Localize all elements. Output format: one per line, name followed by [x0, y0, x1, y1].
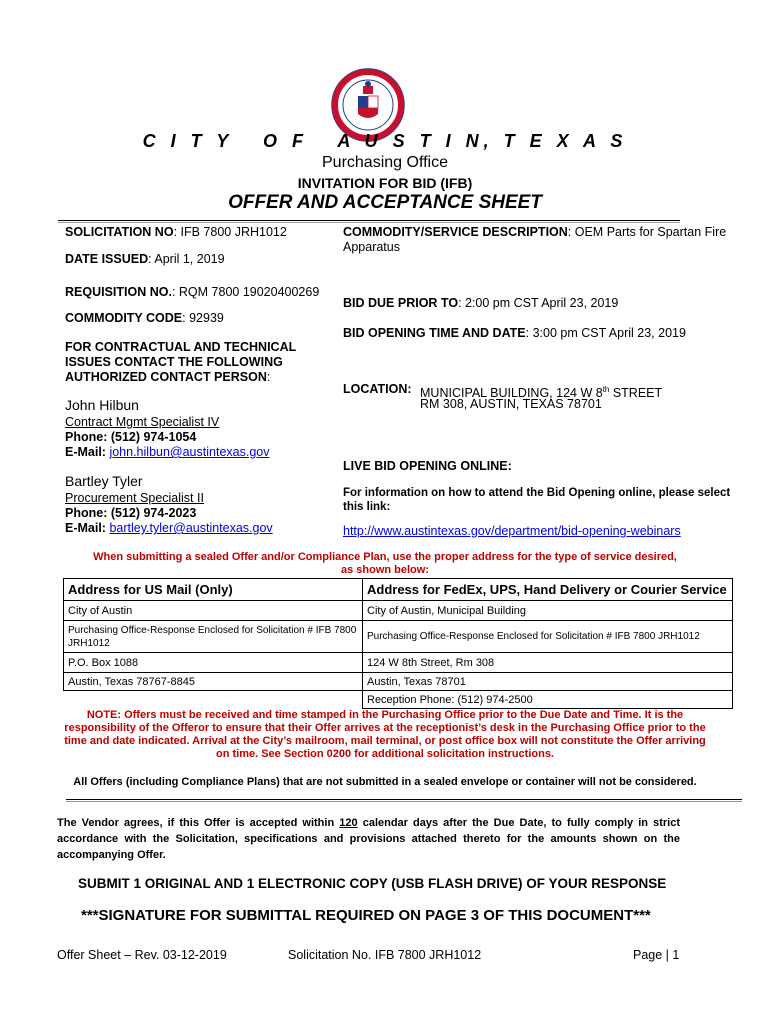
live-bid-info: [343, 486, 743, 514]
contact-title: Procurement Specialist II: [65, 491, 204, 505]
table-cell: 124 W 8th Street, Rm 308: [363, 653, 733, 673]
city-title: C I T Y O F A U S T I N, T E X A S: [142, 131, 628, 151]
page-title: OFFER AND ACCEPTANCE SHEET: [228, 192, 542, 213]
contact-heading: [65, 340, 296, 385]
bid-due: [343, 296, 618, 311]
page-number: Page | 1: [633, 948, 680, 962]
table-cell: City of Austin, Municipal Building: [363, 601, 733, 621]
table-cell: City of Austin: [64, 601, 363, 621]
table-row: [64, 691, 733, 709]
table-row: [64, 653, 733, 673]
table-cell: [64, 691, 363, 709]
date-issued-value: : April 1, 2019: [148, 252, 225, 266]
table-cell: Austin, Texas 78701: [363, 673, 733, 691]
header-divider-secondary: [58, 222, 680, 223]
commodity-description-label: COMMODITY/SERVICE DESCRIPTION: [343, 225, 568, 239]
contact-phone: Phone: (512) 974-2023: [65, 506, 197, 520]
table-row: [64, 601, 733, 621]
table-cell: Austin, Texas 78767-8845: [64, 673, 363, 691]
commodity-description-value: : OEM Parts for Spartan Fire: [567, 225, 727, 239]
contact-person: [65, 473, 273, 536]
bid-opening-value: : 3:00 pm CST April 23, 2019: [525, 326, 686, 340]
requisition-value: : RQM 7800 19020400269: [171, 285, 320, 299]
bid-due-label: BID DUE PRIOR TO: [343, 296, 459, 310]
note-line: NOTE: Offers must be received and time stamped in the Purchasing Office prior to the Due Date and Time. It is the: [86, 709, 684, 721]
table-cell: P.O. Box 1088: [64, 653, 363, 673]
table-cell: Purchasing Office-Response Enclosed for Solicitation # IFB 7800 JRH1012: [363, 621, 733, 653]
section-divider: [66, 799, 742, 800]
commodity-code: [65, 311, 224, 326]
location-label: LOCATION:: [343, 382, 412, 396]
footer-solicitation: Solicitation No. IFB 7800 JRH1012: [288, 948, 482, 962]
requisition-label: REQUISITION NO.: [65, 285, 172, 299]
column-header-courier: Address for FedEx, UPS, Hand Delivery or Courier Service: [363, 579, 733, 601]
live-bid-info-line: this link:: [343, 501, 391, 513]
acceptance-days: 120: [339, 817, 358, 829]
location-line2: RM 308, AUSTIN, TEXAS 78701: [420, 397, 602, 411]
submission-note: [0, 709, 770, 761]
location: [343, 382, 743, 412]
live-bid-heading: LIVE BID OPENING ONLINE:: [343, 459, 512, 473]
contact-heading-line: AUTHORIZED CONTACT PERSON: [65, 370, 267, 384]
submission-requirement: SUBMIT 1 ORIGINAL AND 1 ELECTRONIC COPY (USB FLASH DRIVE) OF YOUR RESPONSE: [78, 876, 667, 891]
bid-opening-label: BID OPENING TIME AND DATE: [343, 326, 526, 340]
location-street: MUNICIPAL BUILDING, 124 W 8: [420, 386, 603, 401]
header-divider: [58, 220, 680, 221]
sealed-envelope-notice: All Offers (including Compliance Plans) that are not submitted in a sealed envelope or container will not be considered.: [73, 776, 697, 788]
table-row: [64, 673, 733, 691]
signature-requirement: ***SIGNATURE FOR SUBMITTAL REQUIRED ON PAGE 3 OF THIS DOCUMENT***: [81, 907, 651, 924]
commodity-code-label: COMMODITY CODE: [65, 311, 183, 325]
vendor-agreement-text: accompanying Offer.: [57, 849, 166, 861]
location-superscript: th: [602, 385, 610, 394]
solicitation-value: : IFB 7800 JRH1012: [173, 225, 287, 239]
vendor-agreement-text: The Vendor agrees, if this Offer is accepted within: [57, 817, 340, 829]
bid-opening-webinar-link[interactable]: http://www.austintexas.gov/department/bid-opening-webinars: [343, 524, 681, 538]
email-label: E-Mail:: [65, 521, 110, 535]
location-street-suffix: STREET: [609, 386, 663, 401]
bid-opening: [343, 326, 686, 341]
contact-title: Contract Mgmt Specialist IV: [65, 415, 220, 429]
commodity-description-value-cont: Apparatus: [343, 240, 400, 254]
address-instructions-line: as shown below:: [340, 564, 429, 576]
column-header-mail: Address for US Mail (Only): [64, 579, 363, 601]
date-issued: [65, 252, 225, 267]
contact-heading-line: FOR CONTRACTUAL AND TECHNICAL: [65, 340, 297, 354]
table-header-row: [64, 579, 733, 601]
live-bid-info-line: For information on how to attend the Bid Opening online, please select: [343, 487, 731, 499]
bid-due-value: : 2:00 pm CST April 23, 2019: [458, 296, 619, 310]
contact-email-link[interactable]: john.hilbun@austintexas.gov: [109, 445, 270, 459]
footer-revision: Offer Sheet – Rev. 03-12-2019: [57, 948, 227, 962]
date-issued-label: DATE ISSUED: [65, 252, 149, 266]
contact-person: [65, 397, 269, 460]
requisition-number: [65, 285, 319, 300]
commodity-description: [343, 225, 743, 255]
address-instructions-line: When submitting a sealed Offer and/or Compliance Plan, use the proper address for the type of service desired,: [93, 551, 677, 563]
address-instructions: [0, 551, 770, 577]
contact-name: John Hilbun: [65, 397, 139, 413]
contact-heading-colon: :: [266, 370, 271, 384]
address-table: [63, 578, 733, 709]
contact-phone: Phone: (512) 974-1054: [65, 430, 197, 444]
note-line: on time. See Section 0200 for additional solicitation instructions.: [215, 748, 554, 760]
note-line: responsibility of the Offeror to ensure that their Offer arrives at the receptionist’s desk in the Purchasing Office prior to the: [64, 722, 706, 734]
solicitation-label: SOLICITATION NO: [65, 225, 174, 239]
department-name: Purchasing Office: [322, 154, 448, 171]
contact-heading-line: ISSUES CONTACT THE FOLLOWING: [65, 355, 283, 369]
section-divider-secondary: [66, 801, 742, 802]
note-line: time and date indicated. Arrival at the City’s mailroom, mail terminal, or post office box will not constitute the Offer arriving: [64, 735, 706, 747]
email-label: E-Mail:: [65, 445, 110, 459]
table-cell: Purchasing Office-Response Enclosed for Solicitation # IFB 7800 JRH1012: [64, 621, 363, 653]
vendor-agreement: [57, 815, 680, 863]
commodity-code-value: : 92939: [182, 311, 224, 325]
table-cell: Reception Phone: (512) 974-2500: [363, 691, 733, 709]
vendor-agreement-text: calendar days after the Due Date, to fully comply in strict: [357, 817, 680, 829]
contact-email-link[interactable]: bartley.tyler@austintexas.gov: [109, 521, 273, 535]
document-type: INVITATION FOR BID (IFB): [297, 175, 473, 191]
location-line1: [420, 382, 662, 401]
table-row: [64, 621, 733, 653]
solicitation-number: [65, 225, 287, 240]
vendor-agreement-text: accordance with the Solicitation, specifications and provisions attached thereto for the amounts shown on the: [57, 833, 680, 845]
contact-name: Bartley Tyler: [65, 473, 143, 489]
